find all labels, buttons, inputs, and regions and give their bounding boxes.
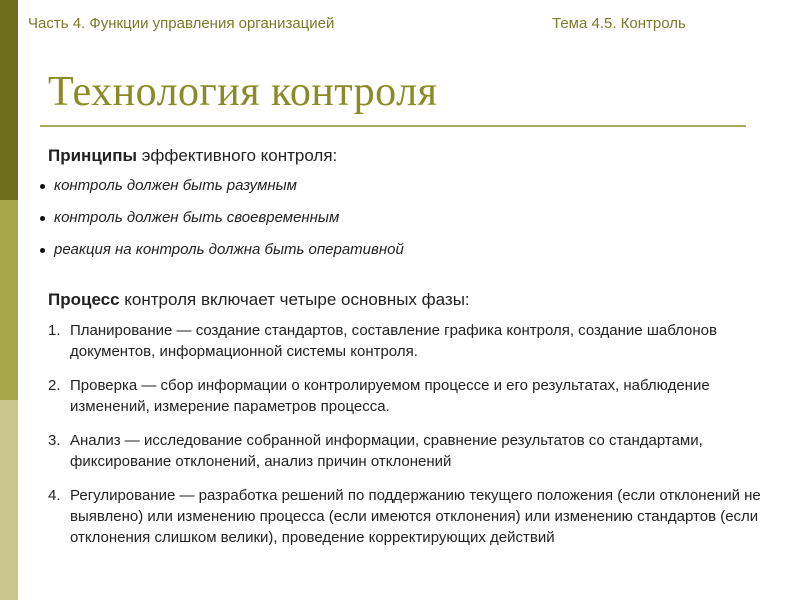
principles-heading-rest: эффективного контроля: — [137, 146, 338, 165]
phase-number: 2. — [48, 377, 61, 394]
sidebar-segment-dark — [0, 0, 18, 200]
phase-item — [48, 375, 788, 417]
principle-text: реакция на контроль должна быть оперативной — [54, 241, 404, 258]
process-heading — [48, 290, 470, 310]
process-heading-rest: контроля включает четыре основных фазы: — [119, 290, 470, 309]
list-item — [38, 174, 738, 206]
sidebar-bar — [0, 0, 18, 600]
list-item — [38, 206, 738, 238]
phase-text: Анализ — исследование собранной информации, сравнение результатов со стандартами, фиксирование отклонений, анализ причин отклонений — [70, 432, 703, 470]
header-topic: Тема 4.5. Контроль — [552, 15, 686, 32]
page-title: Технология контроля — [48, 69, 438, 115]
phase-text: Планирование — создание стандартов, составление графика контроля, создание шаблонов документов, информационной системы контроля. — [70, 322, 717, 360]
list-item — [38, 238, 738, 270]
phase-text: Регулирование — разработка решений по поддержанию текущего положения (если отклонений не выявлено) или изменению процесса (если имеются отклонения) или изменению стандартов (если отклонения слишком велики), проведение корректирующих действий — [70, 487, 761, 546]
phase-number: 3. — [48, 432, 61, 449]
sidebar-segment-light — [0, 400, 18, 600]
sidebar-segment-mid — [0, 200, 18, 400]
header-part: Часть 4. Функции управления организацией — [28, 15, 335, 32]
bullet-icon — [40, 248, 45, 253]
phase-text: Проверка — сбор информации о контролируемом процессе и его результатах, наблюдение изменений, измерение параметров процесса. — [70, 377, 710, 415]
process-heading-bold: Процесс — [48, 290, 120, 309]
principle-text: контроль должен быть разумным — [54, 177, 297, 194]
principles-list — [38, 174, 738, 270]
principle-text: контроль должен быть своевременным — [54, 209, 340, 226]
bullet-icon — [40, 216, 45, 221]
title-divider — [40, 125, 746, 127]
bullet-icon — [40, 184, 45, 189]
phase-item — [48, 485, 788, 548]
principles-heading-bold: Принципы — [48, 146, 138, 165]
phase-number: 1. — [48, 322, 61, 339]
principles-heading — [48, 146, 337, 166]
phases-list — [48, 320, 788, 561]
phase-number: 4. — [48, 487, 61, 504]
phase-item — [48, 430, 788, 472]
phase-item — [48, 320, 788, 362]
